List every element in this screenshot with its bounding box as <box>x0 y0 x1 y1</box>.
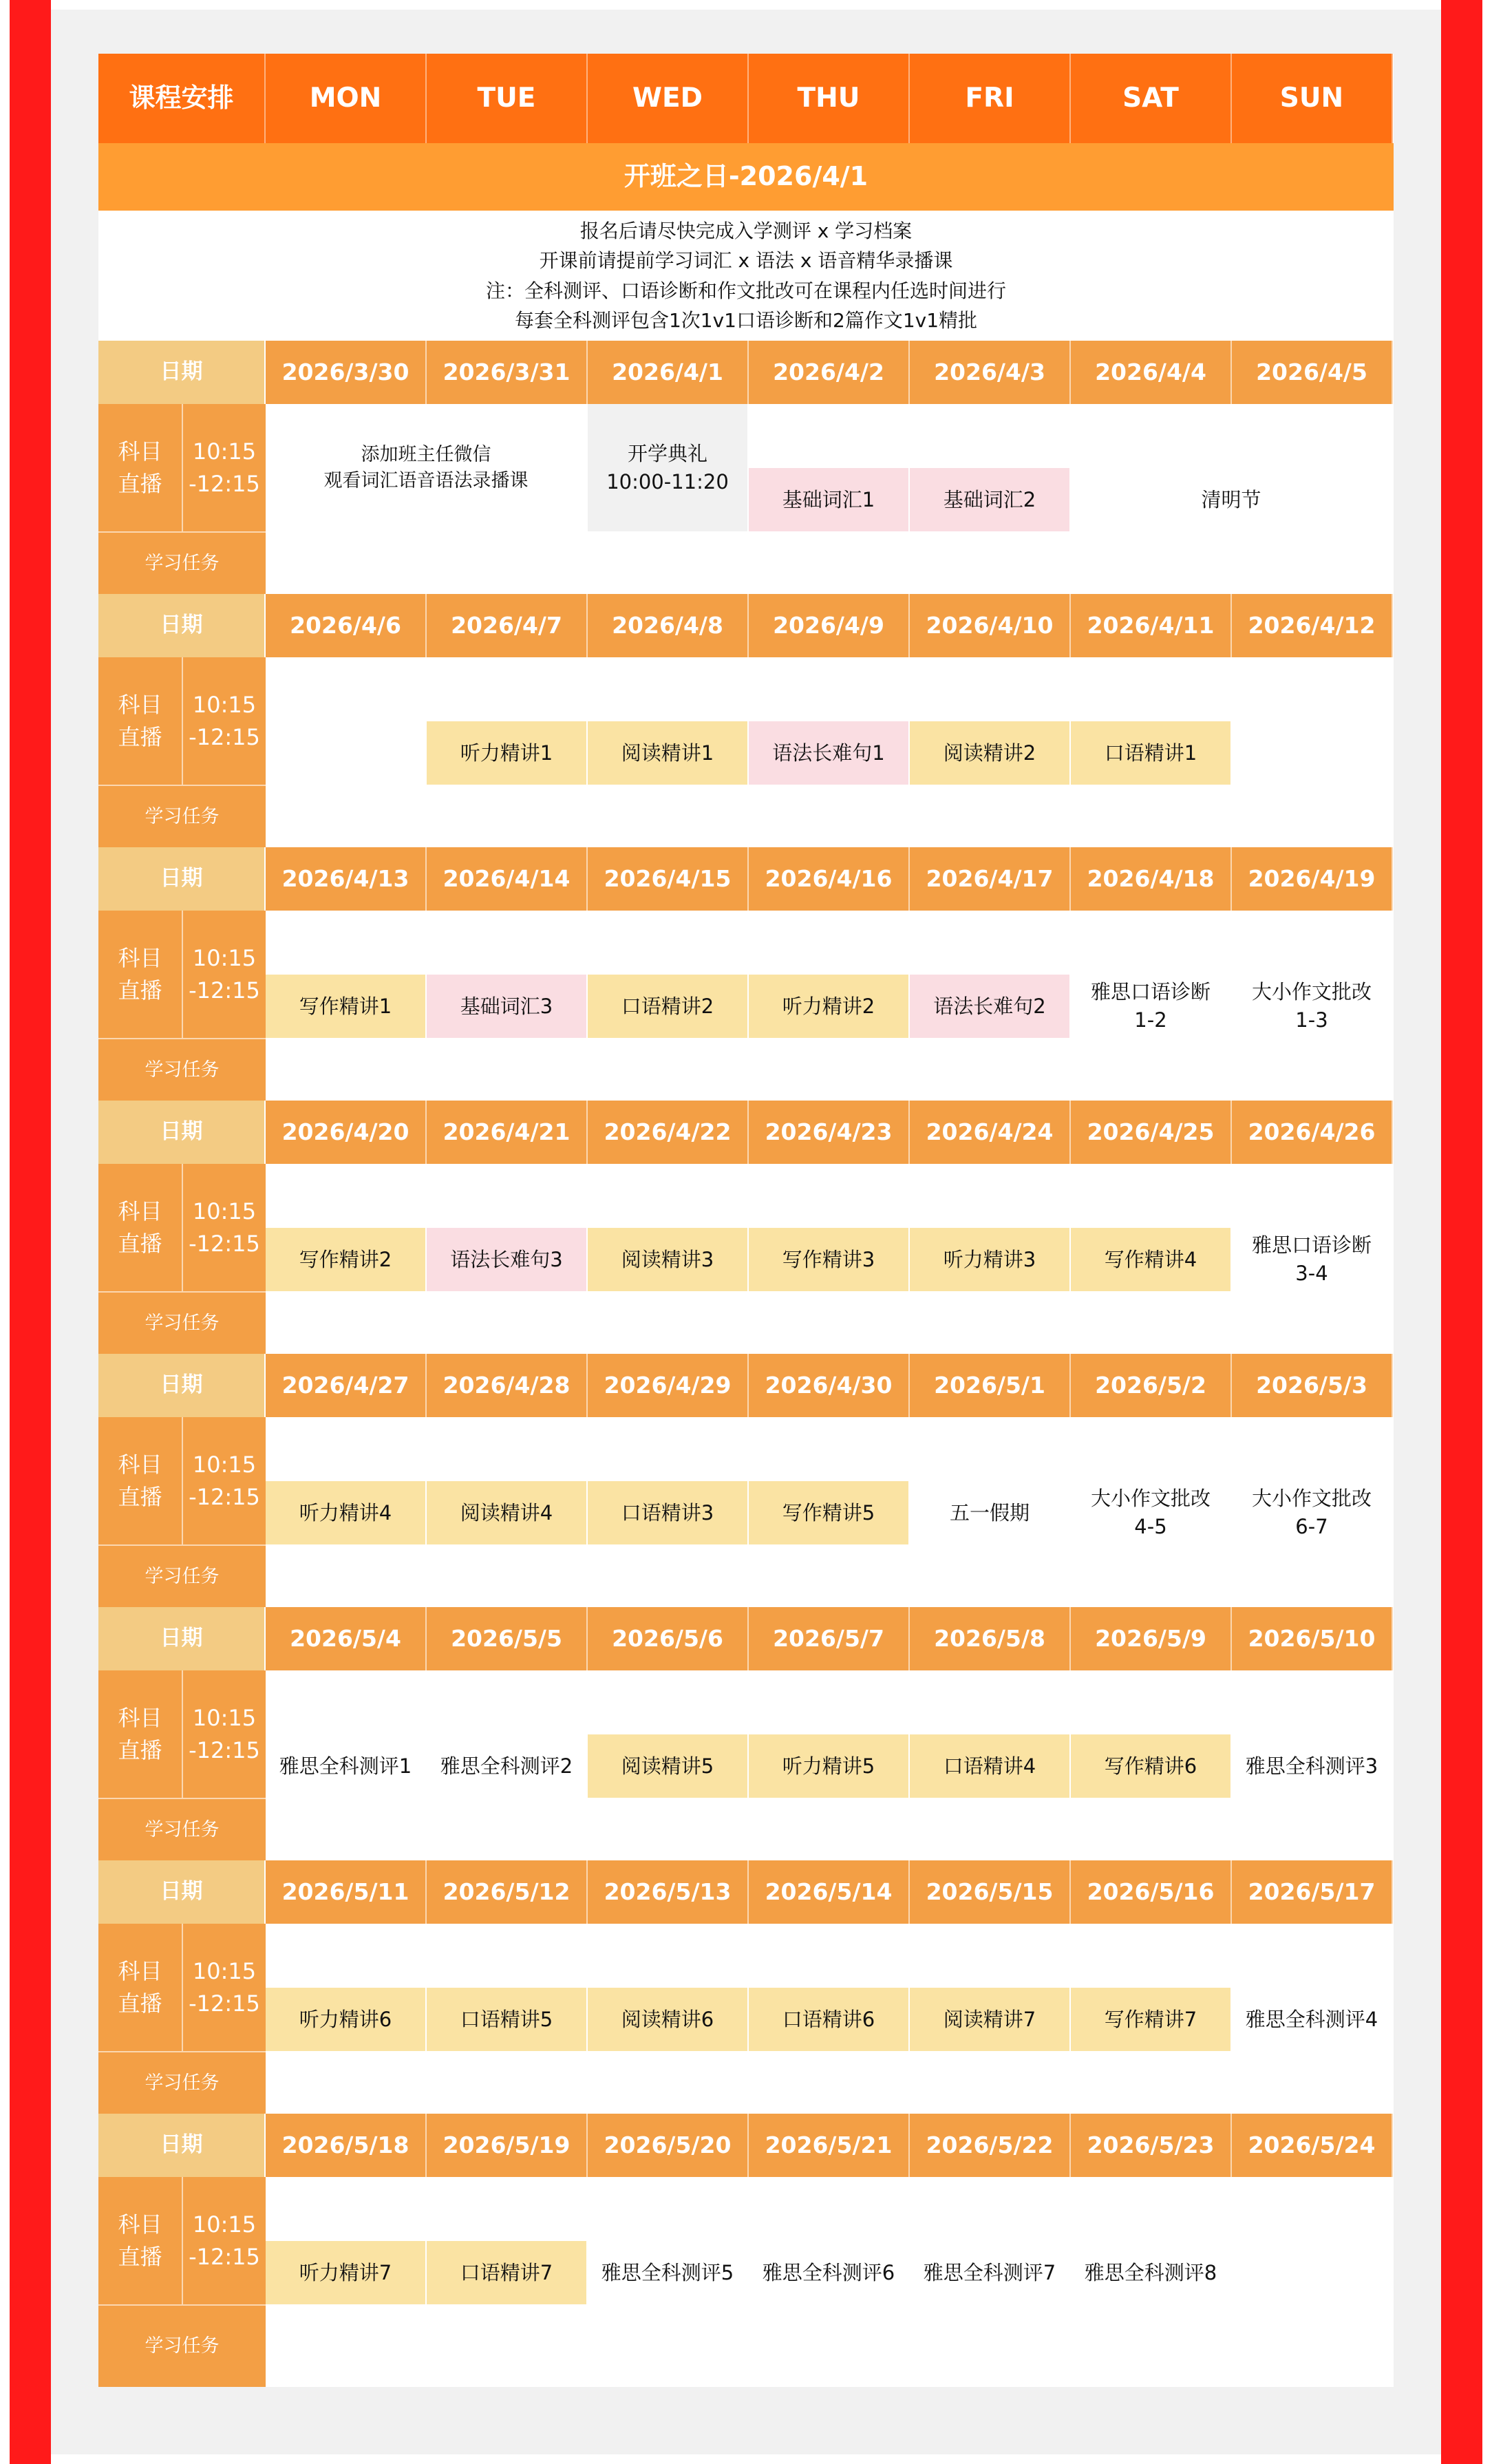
date-cell: 2026/4/20 <box>266 1101 427 1164</box>
class-time-label: 10:15 -12:15 <box>182 1924 266 2051</box>
course-cell: 写作精讲7 <box>1071 1988 1232 2051</box>
date-cell: 2026/3/31 <box>427 341 588 404</box>
course-cell: 雅思全科测评7 <box>910 2241 1071 2304</box>
course-cell: 阅读精讲2 <box>910 721 1071 785</box>
course-cell: 雅思全科测评1 <box>266 1734 427 1798</box>
day-header-mon: MON <box>266 54 427 143</box>
course-cell: 阅读精讲6 <box>588 1988 749 2051</box>
date-cell: 2026/5/19 <box>427 2114 588 2177</box>
date-cell: 2026/3/30 <box>266 341 427 404</box>
subject-live-label: 科目 直播 <box>98 1670 182 1798</box>
course-cell: 雅思口语诊断 1-2 <box>1071 975 1232 1038</box>
date-cell: 2026/5/11 <box>266 1860 427 1924</box>
course-cell: 听力精讲4 <box>266 1481 427 1544</box>
date-label: 日期 <box>98 1354 266 1417</box>
date-cell: 2026/5/18 <box>266 2114 427 2177</box>
course-cell: 口语精讲5 <box>427 1988 588 2051</box>
course-cell: 基础词汇3 <box>427 975 588 1038</box>
date-cell: 2026/4/29 <box>588 1354 749 1417</box>
date-cell: 2026/5/14 <box>749 1860 910 1924</box>
date-cell: 2026/5/4 <box>266 1607 427 1670</box>
date-cell: 2026/4/5 <box>1232 341 1393 404</box>
notice-line: 开课前请提前学习词汇 x 语法 x 语音精华录播课 <box>539 249 953 273</box>
study-task-label: 学习任务 <box>98 1798 266 1860</box>
date-cell: 2026/4/22 <box>588 1101 749 1164</box>
date-cell: 2026/5/22 <box>910 2114 1071 2177</box>
course-cell: 阅读精讲4 <box>427 1481 588 1544</box>
class-time-label: 10:15 -12:15 <box>182 911 266 1038</box>
course-cell: 听力精讲6 <box>266 1988 427 2051</box>
course-cell: 听力精讲7 <box>266 2241 427 2304</box>
course-cell: 阅读精讲7 <box>910 1988 1071 2051</box>
course-cell: 口语精讲6 <box>749 1988 910 2051</box>
date-cell: 2026/5/21 <box>749 2114 910 2177</box>
class-time-label: 10:15 -12:15 <box>182 1417 266 1544</box>
date-cell: 2026/4/30 <box>749 1354 910 1417</box>
date-label: 日期 <box>98 594 266 657</box>
course-cell: 雅思全科测评6 <box>749 2241 910 2304</box>
course-cell: 听力精讲3 <box>910 1228 1071 1291</box>
subject-live-label: 科目 直播 <box>98 404 182 531</box>
course-cell: 阅读精讲3 <box>588 1228 749 1291</box>
date-cell: 2026/4/25 <box>1071 1101 1232 1164</box>
class-time-label: 10:15 -12:15 <box>182 1670 266 1798</box>
course-cell: 添加班主任微信 观看词汇语音语法录播课 <box>266 404 588 531</box>
date-cell: 2026/4/11 <box>1071 594 1232 657</box>
course-cell: 阅读精讲1 <box>588 721 749 785</box>
date-cell: 2026/4/3 <box>910 341 1071 404</box>
course-cell: 大小作文批改 1-3 <box>1232 975 1393 1038</box>
schedule-table <box>98 54 1394 2387</box>
notice-line: 每套全科测评包含1次1v1口语诊断和2篇作文1v1精批 <box>514 308 978 332</box>
course-cell: 雅思全科测评8 <box>1071 2241 1232 2304</box>
date-label: 日期 <box>98 2114 266 2177</box>
date-label: 日期 <box>98 847 266 911</box>
date-cell: 2026/5/2 <box>1071 1354 1232 1417</box>
class-time-label: 10:15 -12:15 <box>182 2177 266 2304</box>
date-cell: 2026/5/17 <box>1232 1860 1393 1924</box>
date-cell: 2026/4/18 <box>1071 847 1232 911</box>
subject-live-label: 科目 直播 <box>98 657 182 785</box>
course-cell: 写作精讲4 <box>1071 1228 1232 1291</box>
study-task-label: 学习任务 <box>98 1544 266 1607</box>
date-cell: 2026/5/23 <box>1071 2114 1232 2177</box>
date-cell: 2026/4/1 <box>588 341 749 404</box>
course-cell: 清明节 <box>1071 468 1393 531</box>
course-cell: 语法长难句1 <box>749 721 910 785</box>
course-cell: 雅思全科测评5 <box>588 2241 749 2304</box>
date-cell: 2026/5/9 <box>1071 1607 1232 1670</box>
date-cell: 2026/4/28 <box>427 1354 588 1417</box>
study-task-label: 学习任务 <box>98 2051 266 2114</box>
study-task-label: 学习任务 <box>98 2304 266 2387</box>
date-label: 日期 <box>98 1607 266 1670</box>
date-label: 日期 <box>98 1860 266 1924</box>
course-cell: 大小作文批改 4-5 <box>1071 1481 1232 1544</box>
course-cell: 写作精讲1 <box>266 975 427 1038</box>
subject-live-label: 科目 直播 <box>98 1924 182 2051</box>
date-cell: 2026/4/24 <box>910 1101 1071 1164</box>
course-cell: 口语精讲3 <box>588 1481 749 1544</box>
date-cell: 2026/5/8 <box>910 1607 1071 1670</box>
subject-live-label: 科目 直播 <box>98 1164 182 1291</box>
date-cell: 2026/4/7 <box>427 594 588 657</box>
course-cell: 大小作文批改 6-7 <box>1232 1481 1393 1544</box>
notice-line: 注：全科测评、口语诊断和作文批改可在课程内任选时间进行 <box>485 279 1006 302</box>
course-cell: 写作精讲3 <box>749 1228 910 1291</box>
date-cell: 2026/4/16 <box>749 847 910 911</box>
date-cell: 2026/4/6 <box>266 594 427 657</box>
date-cell: 2026/5/10 <box>1232 1607 1393 1670</box>
date-cell: 2026/5/20 <box>588 2114 749 2177</box>
date-cell: 2026/5/3 <box>1232 1354 1393 1417</box>
notice-box <box>98 211 1394 341</box>
date-cell: 2026/4/21 <box>427 1101 588 1164</box>
course-cell: 口语精讲1 <box>1071 721 1232 785</box>
date-cell: 2026/4/15 <box>588 847 749 911</box>
date-cell: 2026/4/19 <box>1232 847 1393 911</box>
course-cell: 基础词汇2 <box>910 468 1071 531</box>
date-cell: 2026/5/24 <box>1232 2114 1393 2177</box>
course-cell: 写作精讲5 <box>749 1481 910 1544</box>
date-cell: 2026/4/26 <box>1232 1101 1393 1164</box>
left-red-border <box>10 0 51 2464</box>
course-cell: 开学典礼 10:00-11:20 <box>588 404 749 531</box>
course-cell: 语法长难句3 <box>427 1228 588 1291</box>
course-cell: 基础词汇1 <box>749 468 910 531</box>
date-cell: 2026/4/2 <box>749 341 910 404</box>
study-task-label: 学习任务 <box>98 531 266 594</box>
date-cell: 2026/4/12 <box>1232 594 1393 657</box>
date-cell: 2026/5/16 <box>1071 1860 1232 1924</box>
date-cell: 2026/5/15 <box>910 1860 1071 1924</box>
course-cell: 雅思口语诊断 3-4 <box>1232 1228 1393 1291</box>
date-cell: 2026/4/14 <box>427 847 588 911</box>
subject-live-label: 科目 直播 <box>98 2177 182 2304</box>
date-cell: 2026/5/1 <box>910 1354 1071 1417</box>
class-time-label: 10:15 -12:15 <box>182 1164 266 1291</box>
day-header-wed: WED <box>588 54 749 143</box>
notice-line: 报名后请尽快完成入学测评 x 学习档案 <box>579 219 913 242</box>
date-label: 日期 <box>98 1101 266 1164</box>
day-header-fri: FRI <box>910 54 1071 143</box>
course-cell: 雅思全科测评2 <box>427 1734 588 1798</box>
course-cell: 听力精讲1 <box>427 721 588 785</box>
study-task-label: 学习任务 <box>98 785 266 847</box>
course-cell: 写作精讲6 <box>1071 1734 1232 1798</box>
course-cell: 口语精讲7 <box>427 2241 588 2304</box>
course-cell: 语法长难句2 <box>910 975 1071 1038</box>
date-cell: 2026/4/10 <box>910 594 1071 657</box>
date-cell: 2026/5/7 <box>749 1607 910 1670</box>
date-cell: 2026/4/13 <box>266 847 427 911</box>
date-cell: 2026/5/6 <box>588 1607 749 1670</box>
date-cell: 2026/4/23 <box>749 1101 910 1164</box>
day-header-tue: TUE <box>427 54 588 143</box>
course-cell: 雅思全科测评3 <box>1232 1734 1393 1798</box>
date-label: 日期 <box>98 341 266 404</box>
course-cell: 雅思全科测评4 <box>1232 1988 1393 2051</box>
study-task-label: 学习任务 <box>98 1038 266 1101</box>
header-title: 课程安排 <box>98 54 266 143</box>
class-time-label: 10:15 -12:15 <box>182 657 266 785</box>
course-cell: 听力精讲5 <box>749 1734 910 1798</box>
course-cell: 口语精讲2 <box>588 975 749 1038</box>
date-cell: 2026/4/8 <box>588 594 749 657</box>
date-cell: 2026/4/17 <box>910 847 1071 911</box>
class-time-label: 10:15 -12:15 <box>182 404 266 531</box>
date-cell: 2026/4/9 <box>749 594 910 657</box>
date-cell: 2026/4/27 <box>266 1354 427 1417</box>
course-cell: 写作精讲2 <box>266 1228 427 1291</box>
course-cell: 听力精讲2 <box>749 975 910 1038</box>
subject-live-label: 科目 直播 <box>98 1417 182 1544</box>
date-cell: 2026/4/4 <box>1071 341 1232 404</box>
date-cell: 2026/5/5 <box>427 1607 588 1670</box>
opening-day-banner: 开班之日-2026/4/1 <box>98 143 1394 211</box>
date-cell: 2026/5/13 <box>588 1860 749 1924</box>
day-header-sun: SUN <box>1232 54 1393 143</box>
study-task-label: 学习任务 <box>98 1291 266 1354</box>
day-header-thu: THU <box>749 54 910 143</box>
day-header-sat: SAT <box>1071 54 1232 143</box>
course-cell: 口语精讲4 <box>910 1734 1071 1798</box>
course-cell: 五一假期 <box>910 1481 1071 1544</box>
right-red-border <box>1441 0 1482 2464</box>
subject-live-label: 科目 直播 <box>98 911 182 1038</box>
date-cell: 2026/5/12 <box>427 1860 588 1924</box>
course-cell: 阅读精讲5 <box>588 1734 749 1798</box>
